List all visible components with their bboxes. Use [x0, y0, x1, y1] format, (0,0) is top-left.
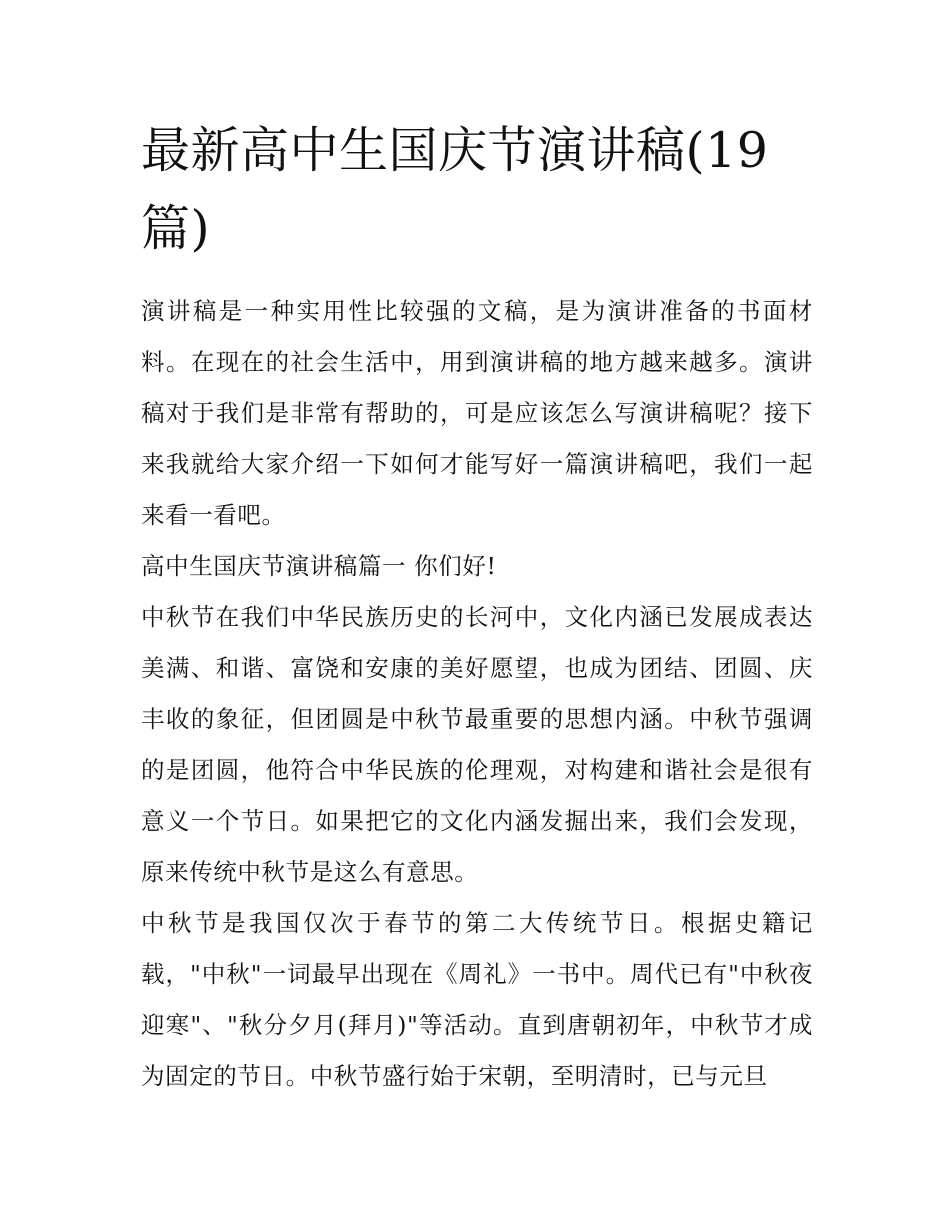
document-body [141, 112, 813, 1102]
section-heading-paragraph: 高中生国庆节演讲稿篇一 你们好! [141, 552, 497, 580]
body-paragraph: 中秋节在我们中华民族历史的长河中，文化内涵已发展成表达美满、和谐、富饶和安康的美好愿望，也成为团结、团圆、庆丰收的象征，但团圆是中秋节最重要的思想内涵。中秋节强调的是团圆，他符合中华民族的伦理观，对构建和谐社会是很有意义一个节日。如果把它的文化内涵发掘出来，我们会发现，原来传统中秋节是这么有意思。 [141, 603, 813, 886]
intro-paragraph: 演讲稿是一种实用性比较强的文稿，是为演讲准备的书面材料。在现在的社会生活中，用到演讲稿的地方越来越多。演讲稿对于我们是非常有帮助的，可是应该怎么写演讲稿呢？接下来我就给大家介绍一下如何才能写好一篇演讲稿吧，我们一起来看一看吧。 [141, 297, 813, 529]
document-title: 最新高中生国庆节演讲稿(19篇) [141, 122, 769, 257]
body-paragraph: 中秋节是我国仅次于春节的第二大传统节日。根据史籍记载，"中秋"一词最早出现在《周礼》一书中。周代已有"中秋夜迎寒"、"秋分夕月(拜月)"等活动。直到唐朝初年，中秋节才成为固定的节日。中秋节盛行始于宋朝，至明清时，已与元旦 [141, 909, 813, 1090]
